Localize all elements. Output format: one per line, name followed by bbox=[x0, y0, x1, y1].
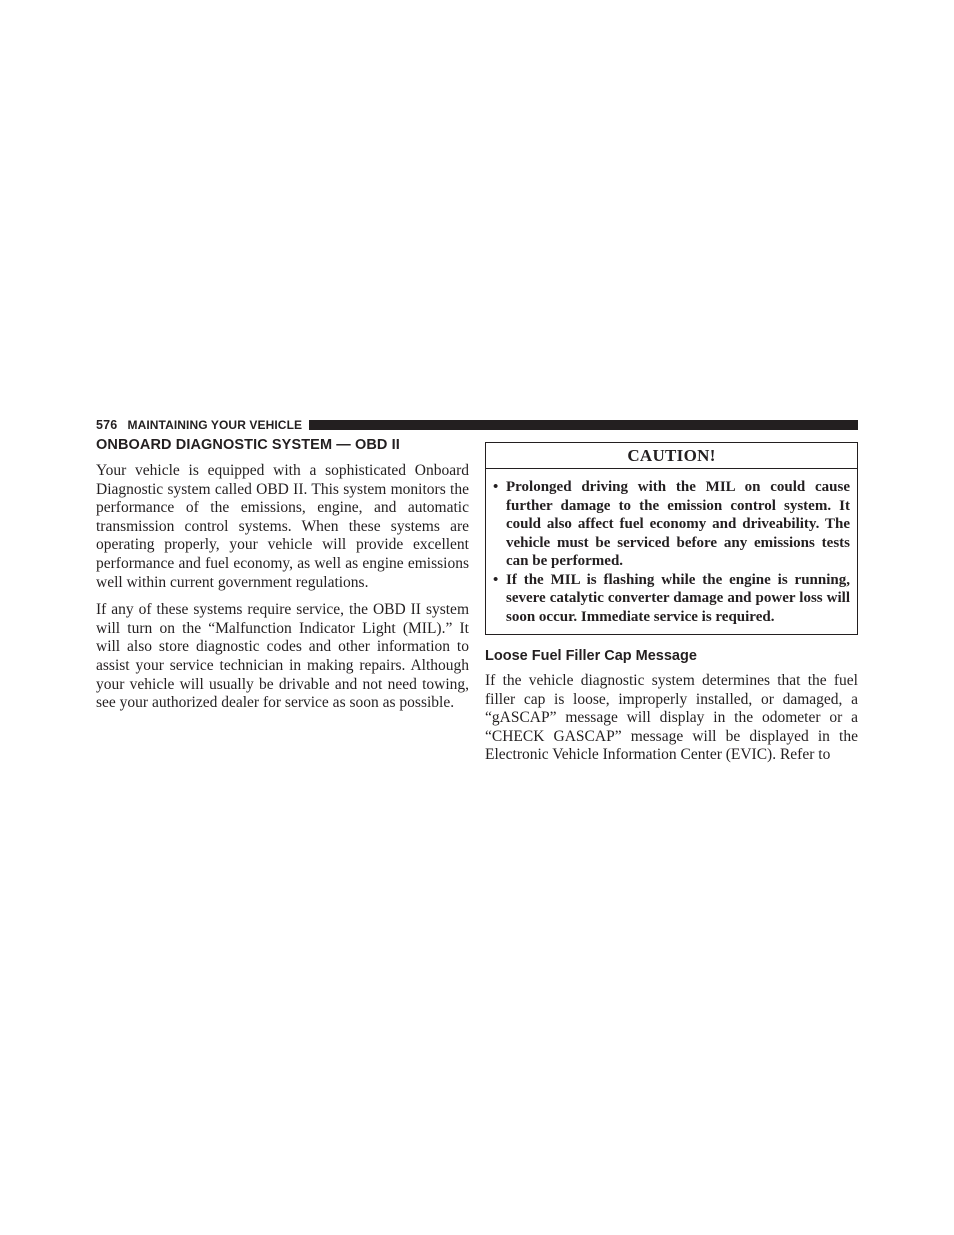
caution-item-text: If the MIL is flashing while the engine is running, severe catalytic converter damage and power loss will soon occur. Immediate service is required. bbox=[506, 571, 850, 625]
right-column bbox=[485, 442, 858, 774]
caution-title: CAUTION! bbox=[486, 443, 857, 469]
page-number: 576 bbox=[96, 418, 118, 432]
left-column bbox=[96, 437, 469, 722]
bullet-icon: • bbox=[493, 479, 499, 495]
page-header bbox=[96, 416, 858, 434]
caution-item-text: Prolonged driving with the MIL on could cause further damage to the emission control system. It could also affect fuel economy and driveability. The vehicle must be serviced before any emissions tests can be performed. bbox=[506, 479, 850, 569]
paragraph-intro: Your vehicle is equipped with a sophisticated Onboard Diagnostic system called OBD II. This system monitors the performance of the emissions, engine, and automatic transmission control systems. When these systems are operating properly, your vehicle will provide excellent performance and fuel economy, as well as engine emissions well within current government regulations. bbox=[96, 462, 469, 591]
caution-box bbox=[485, 442, 858, 635]
caution-item bbox=[493, 571, 850, 627]
bullet-icon: • bbox=[493, 571, 499, 588]
subsection-heading: Loose Fuel Filler Cap Message bbox=[485, 648, 697, 664]
paragraph-gascap: If the vehicle diagnostic system determines that the fuel filler cap is loose, improperly installed, or damaged, a “gASCAP” message will display in the odometer or a “CHECK GASCAP” message will be displayed in the Electronic Vehicle Information Center (EVIC). Refer to bbox=[485, 672, 858, 764]
paragraph-service: If any of these systems require service, the OBD II system will turn on the “Malfunction Indicator Light (MIL).” It will also store diagnostic codes and other information to assist your service technician in making repairs. Although your vehicle will usually be drivable and not need towing, see your authorized dealer for service as soon as possible. bbox=[96, 601, 469, 712]
header-rule bbox=[309, 420, 858, 430]
section-heading: ONBOARD DIAGNOSTIC SYSTEM — OBD II bbox=[96, 437, 400, 453]
section-title: MAINTAINING YOUR VEHICLE bbox=[127, 418, 303, 432]
caution-item bbox=[493, 478, 850, 571]
caution-list bbox=[486, 469, 857, 634]
